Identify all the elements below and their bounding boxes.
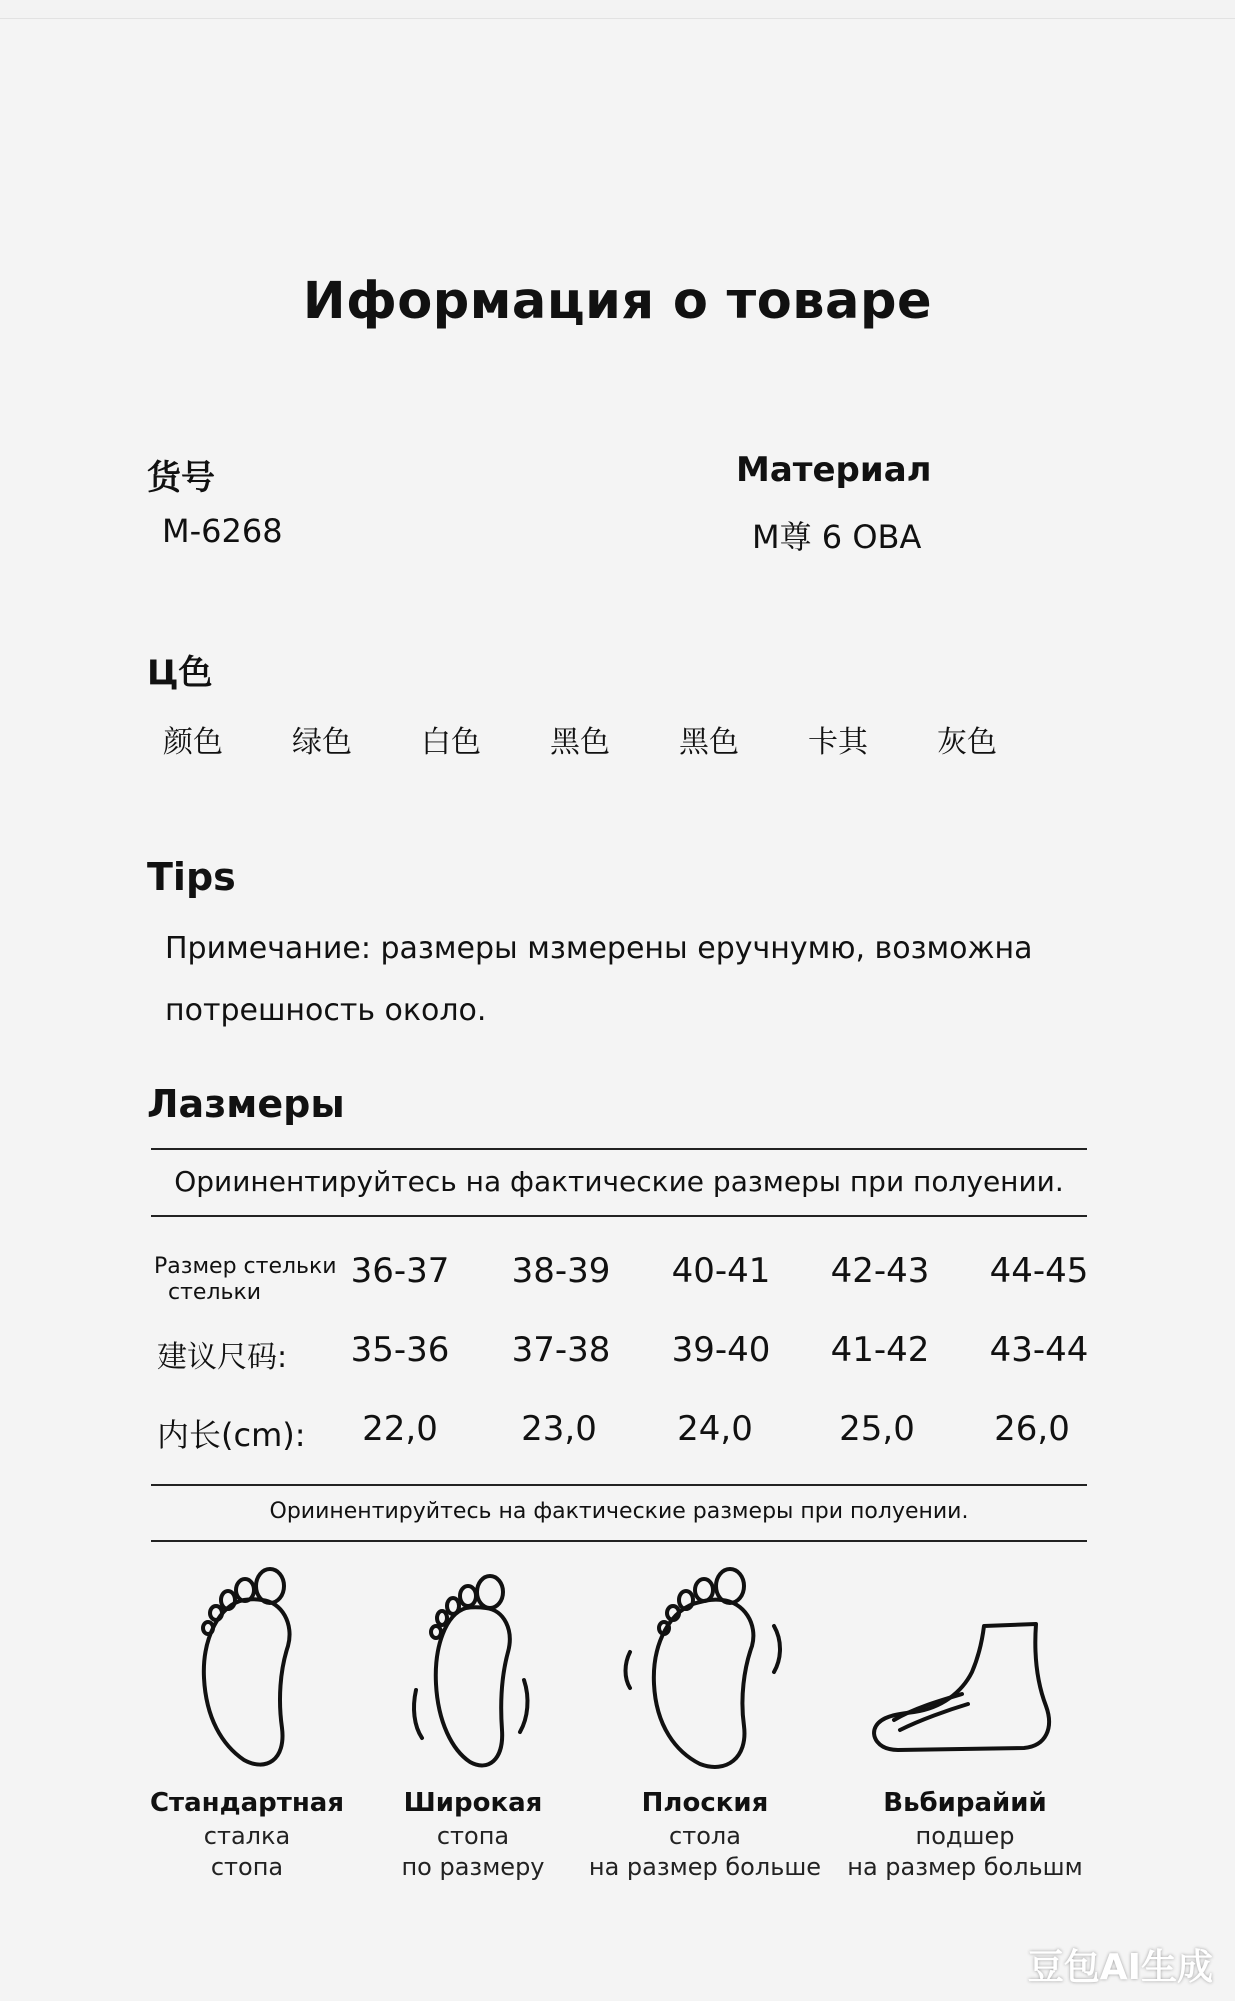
tips-label: Tips [147,855,236,899]
foot-line: на размер большм [847,1853,1083,1881]
size-row-label: 内长(cm): [157,1416,306,1454]
foot-type-flat [590,1560,820,1900]
foot-line: стопа [436,1822,510,1850]
size-cell: 42-43 [830,1251,930,1291]
divider [151,1540,1087,1542]
size-row-label: 建议尺码: [157,1340,288,1375]
foot-type-wide [358,1560,588,1900]
color-item: 白色 [421,725,481,760]
size-cell: 38-39 [511,1251,611,1291]
watermark: 豆包AI生成 [1027,1947,1213,1988]
sizes-label: Лазмеры [147,1082,345,1126]
foot-title: Стандартная [149,1788,345,1818]
size-cell: 24,0 [677,1409,753,1449]
foot-title: Широкая [403,1788,543,1818]
tips-line-2: потрешность около. [165,993,487,1028]
size-cell: 22,0 [362,1409,438,1449]
size-cell: 43-44 [989,1330,1089,1370]
size-cell: 35-36 [350,1330,450,1370]
divider [151,1215,1087,1217]
size-row-label [154,1254,337,1306]
size-cell: 25,0 [839,1409,915,1449]
size-cell: 39-40 [671,1330,771,1370]
size-cell: 26,0 [994,1409,1070,1449]
foot-line: стола [669,1822,741,1850]
foot-type-high-instep [847,1560,1083,1900]
divider [151,1148,1087,1150]
foot-type-standard [132,1560,362,1900]
material-label: Материал [736,450,932,490]
tips-line-1: Примечание: размеры мзмерены еручнумю, возможна [165,931,1033,966]
color-item: 颜色 [163,725,223,760]
high-instep-foot-icon [850,1560,1080,1780]
article-label: 货号 [147,458,215,498]
colors-label: Ц色 [147,653,213,693]
article-value: M-6268 [162,512,283,550]
color-list [163,717,1066,761]
color-item: 绿色 [292,725,352,760]
foot-title: Плоския [641,1788,769,1818]
flat-foot-icon [590,1560,820,1780]
sizes-note-bottom: Ориинентируйтесь на фактические размеры при полуении. [269,1499,969,1524]
size-row-label-line: стельки [168,1280,262,1305]
foot-line: по размеру [401,1853,545,1881]
standard-foot-icon [132,1560,362,1780]
size-cell: 40-41 [671,1251,771,1291]
size-cell: 44-45 [989,1251,1089,1291]
foot-line: подшер [915,1822,1015,1850]
size-cell: 37-38 [511,1330,611,1370]
foot-line: сталка [203,1822,291,1850]
foot-title: Вьбирайий [883,1788,1047,1818]
tips-text [165,918,1033,1042]
page-title: Иформация о товаре [302,272,933,331]
material-value: M尊 6 ΟΒΑ [752,518,922,556]
color-item: 黑色 [679,725,739,760]
foot-line: на размер больше [588,1853,822,1881]
divider [151,1484,1087,1486]
size-cell: 23,0 [521,1409,597,1449]
size-cell: 36-37 [350,1251,450,1291]
color-item: 灰色 [937,725,997,760]
sizes-note-top: Ориинентируйтесь на фактические размеры при полуении. [174,1165,1064,1198]
color-item: 卡其 [808,725,868,760]
wide-foot-icon [358,1560,588,1780]
foot-line: стопа [210,1853,284,1881]
size-cell: 41-42 [830,1330,930,1370]
size-row-label-line: Размер стельки [154,1254,337,1279]
color-item: 黑色 [550,725,610,760]
